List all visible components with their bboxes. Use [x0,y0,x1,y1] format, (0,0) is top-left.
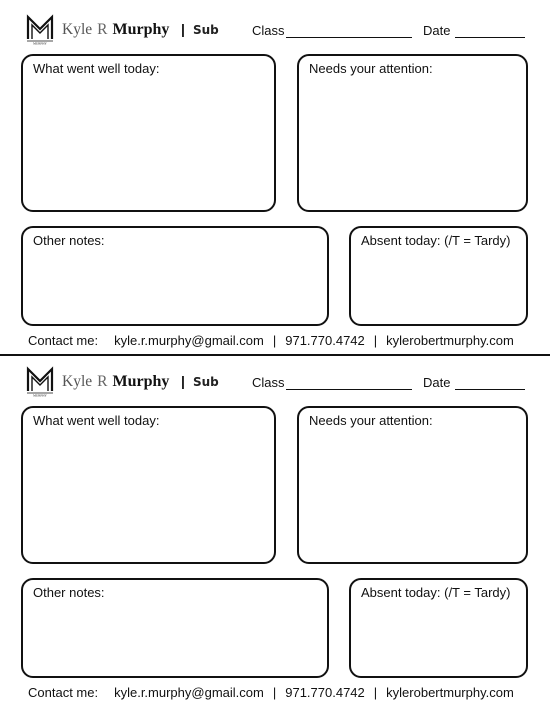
absent-today-label: Absent today: (/T = Tardy) [361,585,511,600]
went-well-box[interactable] [21,54,276,212]
needs-attention-label: Needs your attention: [309,413,433,428]
needs-attention-label: Needs your attention: [309,61,433,76]
absent-today-box[interactable] [349,226,528,326]
teacher-name [62,373,169,391]
contact-separator: | [272,685,277,700]
other-notes-box[interactable] [21,578,329,678]
contact-line [28,685,514,700]
needs-attention-box[interactable] [297,54,528,212]
murphy-logo-icon [25,365,55,397]
absent-today-box[interactable] [349,578,528,678]
went-well-label: What went well today: [33,413,160,428]
contact-email: kyle.r.murphy@gmail.com [114,685,264,700]
date-field[interactable] [455,37,525,38]
contact-line [28,333,514,348]
date-label: Date [423,23,451,38]
middle-initial: R [97,21,108,38]
date-field[interactable] [455,389,525,390]
last-name: Murphy [112,21,170,38]
first-name: Kyle [62,21,93,38]
contact-phone: 971.770.4742 [285,685,365,700]
absent-today-label: Absent today: (/T = Tardy) [361,233,511,248]
contact-website: kylerobertmurphy.com [386,333,514,348]
date-label: Date [423,375,451,390]
first-name: Kyle [62,373,93,390]
header-separator: | [181,21,185,37]
last-name: Murphy [112,373,170,390]
role-label: Sub [193,375,219,389]
logo-wordmark: MURPHY [33,393,47,397]
contact-separator: | [373,685,378,700]
other-notes-label: Other notes: [33,233,105,248]
other-notes-box[interactable] [21,226,329,326]
contact-separator: | [272,333,277,348]
went-well-box[interactable] [21,406,276,564]
logo-wordmark: MURPHY [33,41,47,45]
middle-initial: R [97,373,108,390]
contact-email: kyle.r.murphy@gmail.com [114,333,264,348]
class-label: Class [252,23,285,38]
class-field[interactable] [286,389,412,390]
contact-separator: | [373,333,378,348]
role-label: Sub [193,23,219,37]
contact-phone: 971.770.4742 [285,333,365,348]
class-field[interactable] [286,37,412,38]
murphy-logo-icon [25,13,55,45]
went-well-label: What went well today: [33,61,160,76]
needs-attention-box[interactable] [297,406,528,564]
feedback-sheet-bottom [0,352,550,708]
contact-label: Contact me: [28,333,99,348]
contact-website: kylerobertmurphy.com [386,685,514,700]
contact-label: Contact me: [28,685,99,700]
other-notes-label: Other notes: [33,585,105,600]
class-label: Class [252,375,285,390]
header-separator: | [181,373,185,389]
teacher-name [62,21,169,39]
